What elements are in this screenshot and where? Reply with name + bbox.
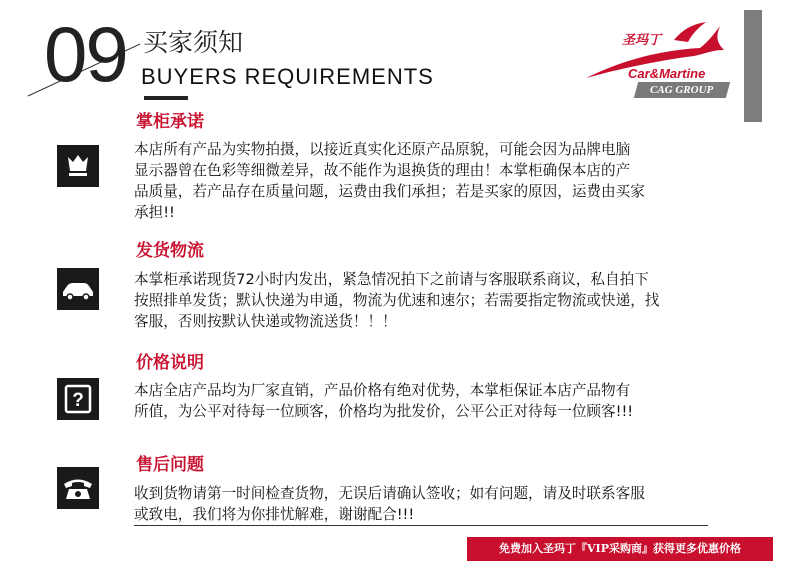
brand-logo [582, 20, 732, 102]
decorative-gray-bar [744, 10, 762, 122]
logo-brand-cn: 圣玛丁 [622, 33, 662, 48]
question-icon [57, 378, 99, 420]
telephone-icon [57, 467, 99, 509]
vip-banner[interactable]: 免费加入圣玛丁『VIP采购商』获得更多优惠价格 [467, 537, 773, 561]
crown-icon [57, 145, 99, 187]
logo-group-badge [634, 82, 730, 98]
section-body-shipping: 本掌柜承诺现货72小时内发出，紧急情况拍下之前请与客服联系商议，私自拍下 按照排单发货；默认快递为申通，物流为优速和速尔；若需要指定物流或快递，找 客服，否则按默认快递或物流送货！！！ [134, 271, 660, 330]
section-body-promise: 本店所有产品为实物拍摄，以接近真实化还原产品原貌，可能会因为品牌电脑 显示器曾在色彩等细微差异，故不能作为退换货的理由！本掌柜确保本店的产 品质量，若产品存在质量问题，运费由我们承担；若是买家的原因，运费由买家 承担!! [134, 141, 645, 221]
section-heading-aftersales: 售后问题 [136, 455, 204, 475]
section-heading-shipping: 发货物流 [136, 241, 204, 261]
page-title-cn: 买家须知 [143, 28, 244, 57]
section-body-aftersales: 收到货物请第一时间检查货物，无误后请确认签收；如有问题，请及时联系客服 或致电，我们将为你排忧解难，谢谢配合!!! [134, 485, 645, 523]
car-icon [57, 268, 99, 310]
logo-group-text: CAG GROUP [650, 84, 714, 96]
title-underline [144, 96, 188, 100]
page-title-en: BUYERS REQUIREMENTS [141, 64, 434, 89]
section-heading-promise: 掌柜承诺 [136, 112, 204, 132]
section-heading-price: 价格说明 [136, 353, 204, 373]
logo-brand-en: Car&Martine [628, 66, 706, 81]
svg-text:?: ? [72, 390, 84, 411]
section-body-price: 本店全店产品均为厂家直销，产品价格有绝对优势，本掌柜保证本店产品物有 所值，为公平对待每一位顾客，价格均为批发价，公平公正对待每一位顾客!!! [134, 382, 634, 420]
section-number: 09 [44, 10, 127, 98]
divider [134, 525, 708, 526]
